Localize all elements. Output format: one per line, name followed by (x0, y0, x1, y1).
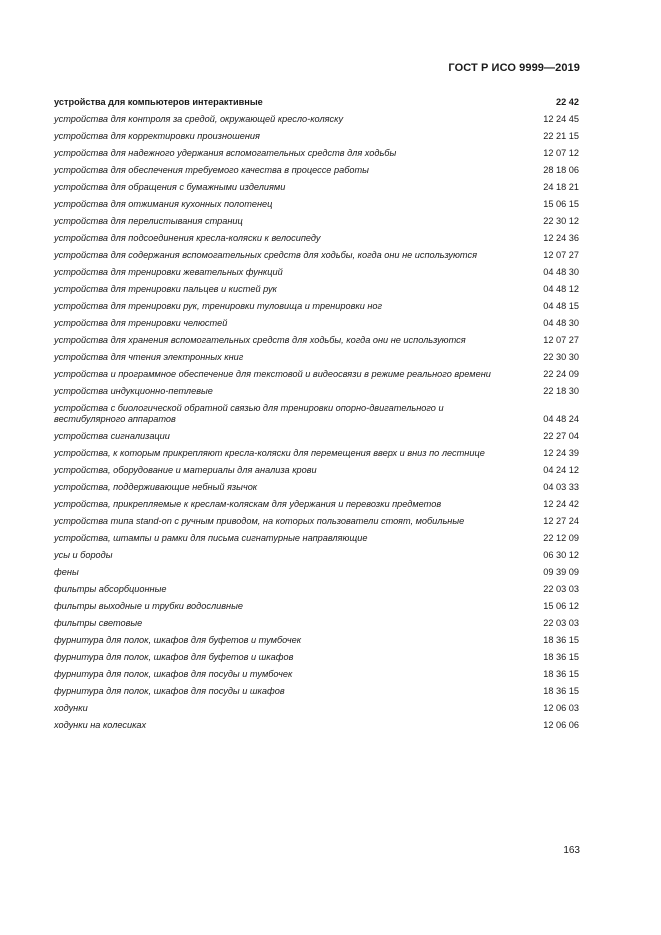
index-entry (54, 164, 579, 178)
index-entry (54, 130, 579, 144)
entry-code: 12 24 36 (543, 233, 579, 243)
index-entry (54, 668, 579, 682)
entry-term: фурнитура для полок, шкафов для буфетов и тумбочек (54, 635, 302, 645)
entry-code: 18 36 15 (543, 635, 579, 645)
entry-code: 15 06 12 (543, 601, 579, 611)
index-entry (54, 283, 579, 297)
index-entry (54, 198, 579, 212)
entry-term: устройства для содержания вспомогательных средств для ходьбы, когда они не используются (54, 250, 477, 260)
entry-term: устройства для тренировки пальцев и кистей рук (54, 284, 277, 294)
entry-term: фильтры световые (54, 618, 143, 628)
entry-code: 22 03 03 (543, 618, 579, 628)
entry-code: 04 48 15 (543, 301, 579, 311)
entry-term: устройства типа stand-on с ручным приводом, на которых пользователи стоят, мобильные (54, 516, 465, 526)
entry-term: устройства с биологической обратной связью для тренировки опорно-двигательного и вестибулярного аппаратов (54, 403, 444, 424)
index-entry (54, 181, 579, 195)
entry-code: 18 36 15 (543, 652, 579, 662)
index-entry (54, 702, 579, 716)
entry-term: фурнитура для полок, шкафов для буфетов и шкафов (54, 652, 294, 662)
index-entry (54, 651, 579, 665)
entry-code: 28 18 06 (543, 165, 579, 175)
entry-term: фурнитура для полок, шкафов для посуды и тумбочек (54, 669, 293, 679)
index-entry (54, 532, 579, 546)
entry-term: устройства для подсоединения кресла-коляски к велосипеду (54, 233, 321, 243)
entry-code: 22 30 12 (543, 216, 579, 226)
entry-term: устройства для компьютеров интерактивные (54, 97, 263, 107)
index-entry (54, 685, 579, 699)
entry-code: 04 03 33 (543, 482, 579, 492)
entry-term: устройства для корректировки произношения (54, 131, 260, 141)
entry-code: 22 24 09 (543, 369, 579, 379)
entry-code: 12 07 12 (543, 148, 579, 158)
index-entry (54, 266, 579, 280)
index-entry (54, 515, 579, 529)
entry-term: ходунки на колесиках (54, 720, 147, 730)
entry-term: устройства для хранения вспомогательных средств для ходьбы, когда они не используются (54, 335, 466, 345)
entry-term: устройства для обращения с бумажными изделиями (54, 182, 286, 192)
index-entry (54, 334, 579, 348)
entry-term: фены (54, 567, 79, 577)
index-entry (54, 634, 579, 648)
entry-term: фильтры выходные и трубки водосливные (54, 601, 243, 611)
index-entry (54, 232, 579, 246)
entry-code: 04 48 12 (543, 284, 579, 294)
entry-term: ходунки (54, 703, 88, 713)
entry-code: 22 42 (556, 97, 579, 107)
entry-term: устройства, прикрепляемые к креслам-коляскам для удержания и перевозки предметов (54, 499, 442, 509)
entry-term: устройства, оборудование и материалы для анализа крови (54, 465, 317, 475)
entry-term: устройства для контроля за средой, окружающей кресло-коляску (54, 114, 344, 124)
index-entry (54, 430, 579, 444)
page-number: 163 (563, 845, 580, 856)
entry-code: 04 24 12 (543, 465, 579, 475)
entry-code: 12 24 42 (543, 499, 579, 509)
index-entry (54, 147, 579, 161)
index-entry (54, 719, 579, 733)
entry-term: устройства для перелистывания страниц (54, 216, 243, 226)
entry-term: устройства для обеспечения требуемого качества в процессе работы (54, 165, 369, 175)
entry-code: 12 27 24 (543, 516, 579, 526)
entry-term: устройства и программное обеспечение для текстовой и видеосвязи в режиме реального времени (54, 369, 491, 379)
index-entry (54, 249, 579, 263)
index-entry (54, 300, 579, 314)
entry-code: 12 07 27 (543, 250, 579, 260)
entry-code: 12 06 06 (543, 720, 579, 730)
entry-term: устройства для тренировки жевательных функций (54, 267, 283, 277)
entry-code: 22 21 15 (543, 131, 579, 141)
entry-code: 18 36 15 (543, 669, 579, 679)
entry-code: 22 30 30 (543, 352, 579, 362)
index-entry (54, 447, 579, 461)
index-entries (54, 96, 579, 736)
entry-code: 12 24 45 (543, 114, 579, 124)
index-entry (54, 215, 579, 229)
index-entry (54, 113, 579, 127)
entry-term: фильтры абсорбционные (54, 584, 167, 594)
index-entry (54, 368, 579, 382)
entry-term: фурнитура для полок, шкафов для посуды и шкафов (54, 686, 285, 696)
entry-term: устройства, к которым прикрепляют кресла-коляски для перемещения вверх и вниз по лестнице (54, 448, 485, 458)
entry-code: 22 27 04 (543, 431, 579, 441)
index-entry (54, 317, 579, 331)
entry-code: 22 18 30 (543, 386, 579, 396)
index-entry (54, 600, 579, 614)
entry-code: 12 07 27 (543, 335, 579, 345)
entry-term: устройства для отжимания кухонных полотенец (54, 199, 273, 209)
index-entry (54, 583, 579, 597)
index-entry (54, 402, 579, 427)
entry-code: 22 12 09 (543, 533, 579, 543)
entry-term: устройства сигнализации (54, 431, 170, 441)
index-entry (54, 385, 579, 399)
entry-code: 12 06 03 (543, 703, 579, 713)
entry-term: устройства для надежного удержания вспомогательных средств для ходьбы (54, 148, 397, 158)
entry-term: усы и бороды (54, 550, 113, 560)
entry-code: 12 24 39 (543, 448, 579, 458)
entry-code: 18 36 15 (543, 686, 579, 696)
index-entry (54, 549, 579, 563)
entry-code: 24 18 21 (543, 182, 579, 192)
entry-code: 04 48 30 (543, 318, 579, 328)
index-entry (54, 351, 579, 365)
entry-term: устройства, поддерживающие небный язычок (54, 482, 258, 492)
entry-code: 15 06 15 (543, 199, 579, 209)
entry-term: устройства, штампы и рамки для письма сигнатурные направляющие (54, 533, 368, 543)
entry-term: устройства для тренировки челюстей (54, 318, 228, 328)
entry-term: устройства индукционно-петлевые (54, 386, 213, 396)
index-entry (54, 96, 579, 110)
index-entry (54, 566, 579, 580)
entry-code: 06 30 12 (543, 550, 579, 560)
entry-code: 22 03 03 (543, 584, 579, 594)
index-entry (54, 498, 579, 512)
entry-code: 04 48 24 (543, 414, 579, 424)
entry-code: 09 39 09 (543, 567, 579, 577)
entry-term: устройства для тренировки рук, тренировки туловища и тренировки ног (54, 301, 383, 311)
entry-code: 04 48 30 (543, 267, 579, 277)
entry-term: устройства для чтения электронных книг (54, 352, 244, 362)
index-entry (54, 617, 579, 631)
index-entry (54, 481, 579, 495)
index-entry (54, 464, 579, 478)
document-header: ГОСТ Р ИСО 9999—2019 (448, 62, 580, 74)
